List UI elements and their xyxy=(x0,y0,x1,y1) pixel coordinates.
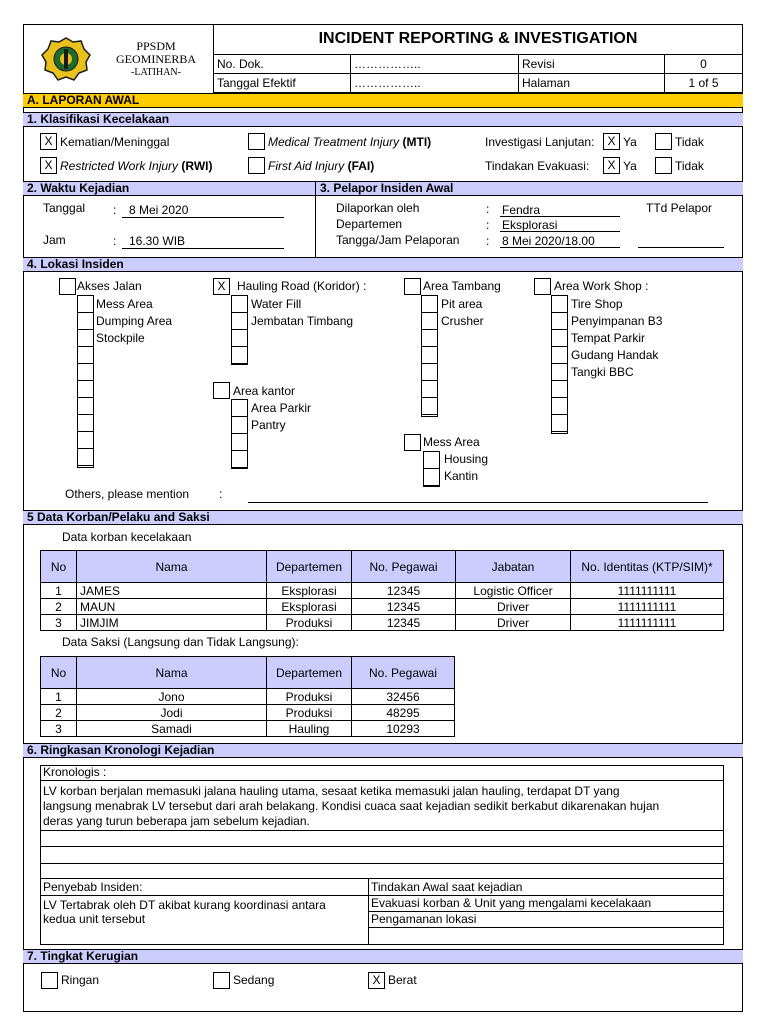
tanggal-colon: : xyxy=(113,203,117,217)
akses-jalan-label: Akses Jalan xyxy=(77,279,142,293)
saksi-caption: Data Saksi (Langsung dan Tidak Langsung): xyxy=(62,635,299,649)
korban-header-no: No xyxy=(41,551,77,583)
dilaporkan-value[interactable]: Fendra xyxy=(502,203,541,217)
berat-label: Berat xyxy=(388,973,417,987)
table-row xyxy=(41,705,455,721)
saksi-table xyxy=(40,656,455,737)
fai-abbr: (FAI) xyxy=(347,159,375,173)
hauling-sub-boxes[interactable] xyxy=(231,295,248,365)
area-workshop-checkbox[interactable] xyxy=(534,278,551,295)
departemen-label: Departemen xyxy=(336,217,403,231)
investigasi-tidak-checkbox[interactable] xyxy=(655,133,672,150)
mess-area-2-checkbox[interactable] xyxy=(404,434,421,451)
fai-label xyxy=(268,159,374,174)
tanggal-efektif-label: Tanggal Efektif xyxy=(214,74,351,93)
korban-table xyxy=(40,550,724,631)
table-row xyxy=(41,615,724,631)
sedang-checkbox[interactable] xyxy=(213,972,230,989)
kronologis-rule xyxy=(40,830,724,831)
tindakan-label: Tindakan Awal saat kejadian xyxy=(371,880,523,894)
investigasi-ya-label: Ya xyxy=(623,135,637,149)
tanggal-underline xyxy=(122,217,284,218)
others-colon: : xyxy=(219,487,223,501)
saksi-cell: Produksi xyxy=(267,705,352,721)
korban-cell: MAUN xyxy=(77,599,267,615)
korban-header-jabatan: Jabatan xyxy=(456,551,571,583)
halaman-label: Halaman xyxy=(519,74,665,93)
korban-cell: Driver xyxy=(456,599,571,615)
penyebab-tindakan-divider xyxy=(368,878,369,945)
table-row xyxy=(41,583,724,599)
departemen-underline xyxy=(500,231,620,232)
korban-cell: Eksplorasi xyxy=(267,583,352,599)
kantor-sub-boxes[interactable] xyxy=(231,399,248,469)
dilaporkan-colon: : xyxy=(486,202,490,216)
akses-jalan-checkbox[interactable] xyxy=(59,278,76,295)
logo xyxy=(40,36,92,82)
section-2-3-divider xyxy=(315,181,316,257)
area-tambang-checkbox[interactable] xyxy=(404,278,421,295)
section-a-header: A. LAPORAN AWAL xyxy=(23,93,743,108)
jam-value[interactable]: 16.30 WIB xyxy=(129,234,186,248)
jam-colon: : xyxy=(113,234,117,248)
penyebab-text-line2[interactable]: kedua unit tersebut xyxy=(43,912,146,926)
tindakan-item-2[interactable]: Pengamanan lokasi xyxy=(371,912,477,926)
kematian-checkbox[interactable]: X xyxy=(40,133,57,150)
no-dok-label: No. Dok. xyxy=(214,55,351,74)
section-6-header: 6. Ringkasan Kronologi Kejadian xyxy=(23,743,743,758)
korban-cell: 1111111111 xyxy=(571,583,724,599)
departemen-colon: : xyxy=(486,218,490,232)
kronologis-rule xyxy=(40,878,724,879)
kronologis-rule xyxy=(40,780,724,781)
housing-label: Housing xyxy=(444,452,489,466)
korban-cell: 1111111111 xyxy=(571,599,724,615)
tambang-sub-boxes[interactable] xyxy=(421,295,438,417)
tanggal-value[interactable]: 8 Mei 2020 xyxy=(129,203,189,217)
korban-cell: JIMJIM xyxy=(77,615,267,631)
saksi-cell: Jodi xyxy=(77,705,267,721)
table-row xyxy=(41,599,724,615)
water-fill-label: Water Fill xyxy=(251,297,302,311)
penyebab-text-line1[interactable]: LV Tertabrak oleh DT akibat kurang koordinasi antara xyxy=(43,898,326,912)
gudang-handak-label: Gudang Handak xyxy=(571,348,659,362)
saksi-header-departemen: Departemen xyxy=(267,657,352,689)
penyebab-label: Penyebab Insiden: xyxy=(43,880,143,894)
korban-caption: Data korban kecelakaan xyxy=(62,530,192,544)
investigasi-ya-checkbox[interactable]: X xyxy=(603,133,620,150)
mti-label-text: Medical Treatment Injury xyxy=(268,135,400,149)
jembatan-timbang-label: Jembatan Timbang xyxy=(251,314,354,328)
korban-cell: Produksi xyxy=(267,615,352,631)
ringan-label: Ringan xyxy=(61,973,100,987)
pantry-label: Pantry xyxy=(251,418,286,432)
dumping-area-label: Dumping Area xyxy=(96,314,173,328)
others-input-line[interactable] xyxy=(248,502,708,503)
korban-header-nopegawai: No. Pegawai xyxy=(352,551,456,583)
dilaporkan-underline xyxy=(500,216,620,217)
evakuasi-tidak-checkbox[interactable] xyxy=(655,157,672,174)
jam-label: Jam xyxy=(43,233,66,247)
others-label: Others, please mention xyxy=(65,487,190,501)
area-tambang-label: Area Tambang xyxy=(423,279,501,293)
korban-cell: Driver xyxy=(456,615,571,631)
rwi-label-text: Restricted Work Injury xyxy=(60,159,179,173)
kronologis-rule xyxy=(40,846,724,847)
evakuasi-ya-checkbox[interactable]: X xyxy=(603,157,620,174)
tire-shop-label: Tire Shop xyxy=(571,297,623,311)
org-name-line2: GEOMINERBA xyxy=(116,52,196,66)
evakuasi-label: Tindakan Evakuasi: xyxy=(485,159,590,173)
no-dok-value: …………….. xyxy=(351,55,519,74)
korban-cell: 12345 xyxy=(352,615,456,631)
hauling-road-checkbox[interactable]: X xyxy=(213,278,230,295)
investigasi-tidak-label: Tidak xyxy=(675,135,704,149)
saksi-cell: 10293 xyxy=(352,721,455,737)
tangki-bbc-label: Tangki BBC xyxy=(571,365,634,379)
section-5-header: 5 Data Korban/Pelaku and Saksi xyxy=(23,510,743,525)
dilaporkan-label: Dilaporkan oleh xyxy=(336,201,420,215)
kantin-label: Kantin xyxy=(444,469,479,483)
korban-cell: JAMES xyxy=(77,583,267,599)
rwi-checkbox[interactable]: X xyxy=(40,157,57,174)
halaman-value: 1 of 5 xyxy=(665,74,743,93)
hauling-road-label: Hauling Road (Koridor) : xyxy=(237,279,367,293)
table-row xyxy=(41,721,455,737)
evakuasi-ya-label: Ya xyxy=(623,159,637,173)
kronologis-text-line2[interactable]: langsung menabrak LV tersebut dari arah belakang. Kondisi cuaca saat kejadian sedikit berkabut dikarenakan hujan xyxy=(43,799,660,813)
kronologis-label: Kronologis : xyxy=(43,765,107,779)
logo-emblem-icon xyxy=(40,36,92,82)
org-name-line1: PPSDM xyxy=(136,39,176,53)
ringan-checkbox[interactable] xyxy=(41,972,58,989)
mess-sub-boxes[interactable] xyxy=(423,451,440,487)
korban-cell: 2 xyxy=(41,599,77,615)
kronologis-text-line3[interactable]: deras yang turun beberapa jam sebelum kejadian. xyxy=(43,814,310,828)
saksi-cell: Hauling xyxy=(267,721,352,737)
korban-cell: 12345 xyxy=(352,583,456,599)
tgljam-value[interactable]: 8 Mei 2020/18.00 xyxy=(502,234,595,248)
korban-header-nama: Nama xyxy=(77,551,267,583)
saksi-cell: 3 xyxy=(41,721,77,737)
mess-area-1-label: Mess Area xyxy=(96,297,153,311)
korban-header-identitas: No. Identitas (KTP/SIM)* xyxy=(571,551,724,583)
workshop-sub-boxes[interactable] xyxy=(551,295,568,434)
tempat-parkir-label: Tempat Parkir xyxy=(571,331,646,345)
saksi-cell: 1 xyxy=(41,689,77,705)
penyimpanan-b3-label: Penyimpanan B3 xyxy=(571,314,663,328)
saksi-cell: 48295 xyxy=(352,705,455,721)
fai-checkbox[interactable] xyxy=(248,157,265,174)
section-4-header: 4. Lokasi Insiden xyxy=(23,257,743,272)
korban-cell: Eksplorasi xyxy=(267,599,352,615)
tanggal-efektif-value: …………….. xyxy=(351,74,519,93)
korban-header-departemen: Departemen xyxy=(267,551,352,583)
fai-label-text: First Aid Injury xyxy=(268,159,345,173)
saksi-header-nama: Nama xyxy=(77,657,267,689)
area-parkir-label: Area Parkir xyxy=(251,401,312,415)
revisi-label: Revisi xyxy=(519,55,665,74)
kronologis-text-line1[interactable]: LV korban berjalan memasuki jalana hauling utama, sesaat ketika memasuki jalan hauling, terdapat DT yang xyxy=(43,784,620,798)
rwi-label xyxy=(60,159,212,174)
korban-cell: 3 xyxy=(41,615,77,631)
jam-underline xyxy=(122,248,284,249)
mti-checkbox[interactable] xyxy=(248,133,265,150)
tanggal-label: Tanggal xyxy=(43,201,86,215)
ttd-underline xyxy=(638,247,724,248)
tgljam-underline xyxy=(500,247,620,248)
tgljam-colon: : xyxy=(486,234,490,248)
saksi-cell: Produksi xyxy=(267,689,352,705)
document-info-table xyxy=(213,54,743,93)
korban-cell: 12345 xyxy=(352,599,456,615)
saksi-cell: Jono xyxy=(77,689,267,705)
korban-cell: 1111111111 xyxy=(571,615,724,631)
org-name-line3: -LATIHAN- xyxy=(131,67,181,78)
tgljam-label: Tangga/Jam Pelaporan xyxy=(336,233,460,247)
mti-label xyxy=(268,135,431,150)
akses-jalan-sub-boxes[interactable] xyxy=(77,295,94,468)
area-workshop-label: Area Work Shop : xyxy=(554,279,649,293)
area-kantor-checkbox[interactable] xyxy=(213,382,230,399)
saksi-header-no: No xyxy=(41,657,77,689)
section-3-header: 3. Pelapor Insiden Awal xyxy=(315,181,743,196)
mess-area-2-label: Mess Area xyxy=(423,435,480,449)
saksi-cell: 32456 xyxy=(352,689,455,705)
evakuasi-tidak-label: Tidak xyxy=(675,159,704,173)
korban-cell: Logistic Officer xyxy=(456,583,571,599)
saksi-header-nopegawai: No. Pegawai xyxy=(352,657,455,689)
berat-checkbox[interactable]: X xyxy=(368,972,385,989)
area-kantor-label: Area kantor xyxy=(233,384,296,398)
mti-abbr: (MTI) xyxy=(402,135,432,149)
ttd-pelapor-label: TTd Pelapor xyxy=(646,201,713,215)
kematian-label: Kematian/Meninggal xyxy=(60,135,170,149)
crusher-label: Crusher xyxy=(441,314,484,328)
saksi-cell: 2 xyxy=(41,705,77,721)
stockpile-label: Stockpile xyxy=(96,331,145,345)
rwi-abbr: (RWI) xyxy=(181,159,213,173)
korban-cell: 1 xyxy=(41,583,77,599)
departemen-value[interactable]: Eksplorasi xyxy=(502,218,558,232)
table-row xyxy=(41,689,455,705)
form-title: INCIDENT REPORTING & INVESTIGATION xyxy=(318,30,638,47)
saksi-cell: Samadi xyxy=(77,721,267,737)
kronologis-rule xyxy=(368,927,724,928)
kronologis-rule xyxy=(40,863,724,864)
sedang-label: Sedang xyxy=(233,973,275,987)
investigasi-label: Investigasi Lanjutan: xyxy=(485,135,595,149)
pit-area-label: Pit area xyxy=(441,297,483,311)
section-7-header: 7. Tingkat Kerugian xyxy=(23,949,743,964)
section-1-header: 1. Klasifikasi Kecelakaan xyxy=(23,112,743,127)
tindakan-item-1[interactable]: Evakuasi korban & Unit yang mengalami kecelakaan xyxy=(371,896,652,910)
section-2-header: 2. Waktu Kejadian xyxy=(23,181,316,196)
revisi-value: 0 xyxy=(665,55,743,74)
